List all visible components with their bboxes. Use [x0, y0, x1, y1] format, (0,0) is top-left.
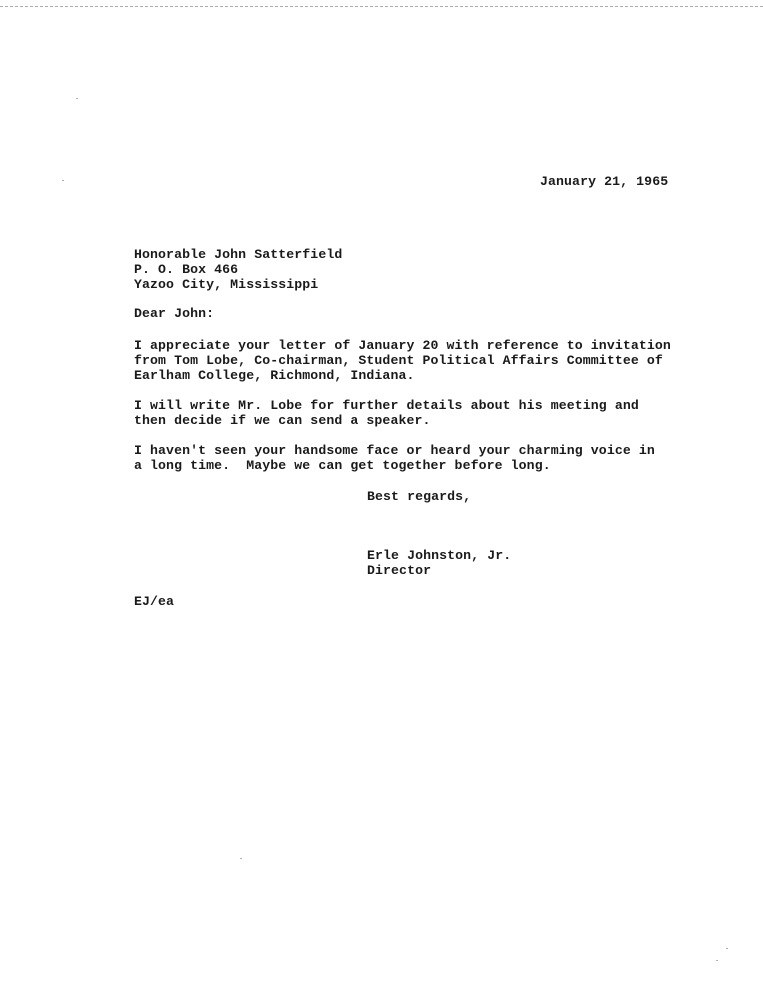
body-paragraph-3-line-2: a long time. Maybe we can get together before long. [134, 458, 551, 473]
recipient-address-line1: P. O. Box 466 [134, 262, 239, 277]
closing: Best regards, [367, 489, 472, 504]
salutation: Dear John: [134, 306, 215, 321]
signer-title: Director [367, 563, 432, 578]
signer-name: Erle Johnston, Jr. [367, 548, 512, 563]
body-paragraph-1-line-3: Earlham College, Richmond, Indiana. [134, 368, 415, 383]
body-paragraph-2-line-1: I will write Mr. Lobe for further details about his meeting and [134, 398, 639, 413]
scan-speck [726, 948, 728, 949]
body-paragraph-3-line-1: I haven't seen your handsome face or heard your charming voice in [134, 443, 655, 458]
reference-initials: EJ/ea [134, 594, 175, 609]
scan-speck [240, 858, 242, 859]
scan-speck [62, 180, 64, 181]
recipient-name: Honorable John Satterfield [134, 247, 343, 262]
letter-date: January 21, 1965 [540, 174, 669, 189]
body-paragraph-1-line-2: from Tom Lobe, Co-chairman, Student Political Affairs Committee of [134, 353, 663, 368]
scan-speck [716, 960, 718, 961]
recipient-address-line2: Yazoo City, Mississippi [134, 277, 319, 292]
page-top-edge [0, 0, 763, 7]
body-paragraph-1-line-1: I appreciate your letter of January 20 with reference to invitation [134, 338, 671, 353]
scan-speck [76, 98, 78, 99]
body-paragraph-2-line-2: then decide if we can send a speaker. [134, 413, 431, 428]
